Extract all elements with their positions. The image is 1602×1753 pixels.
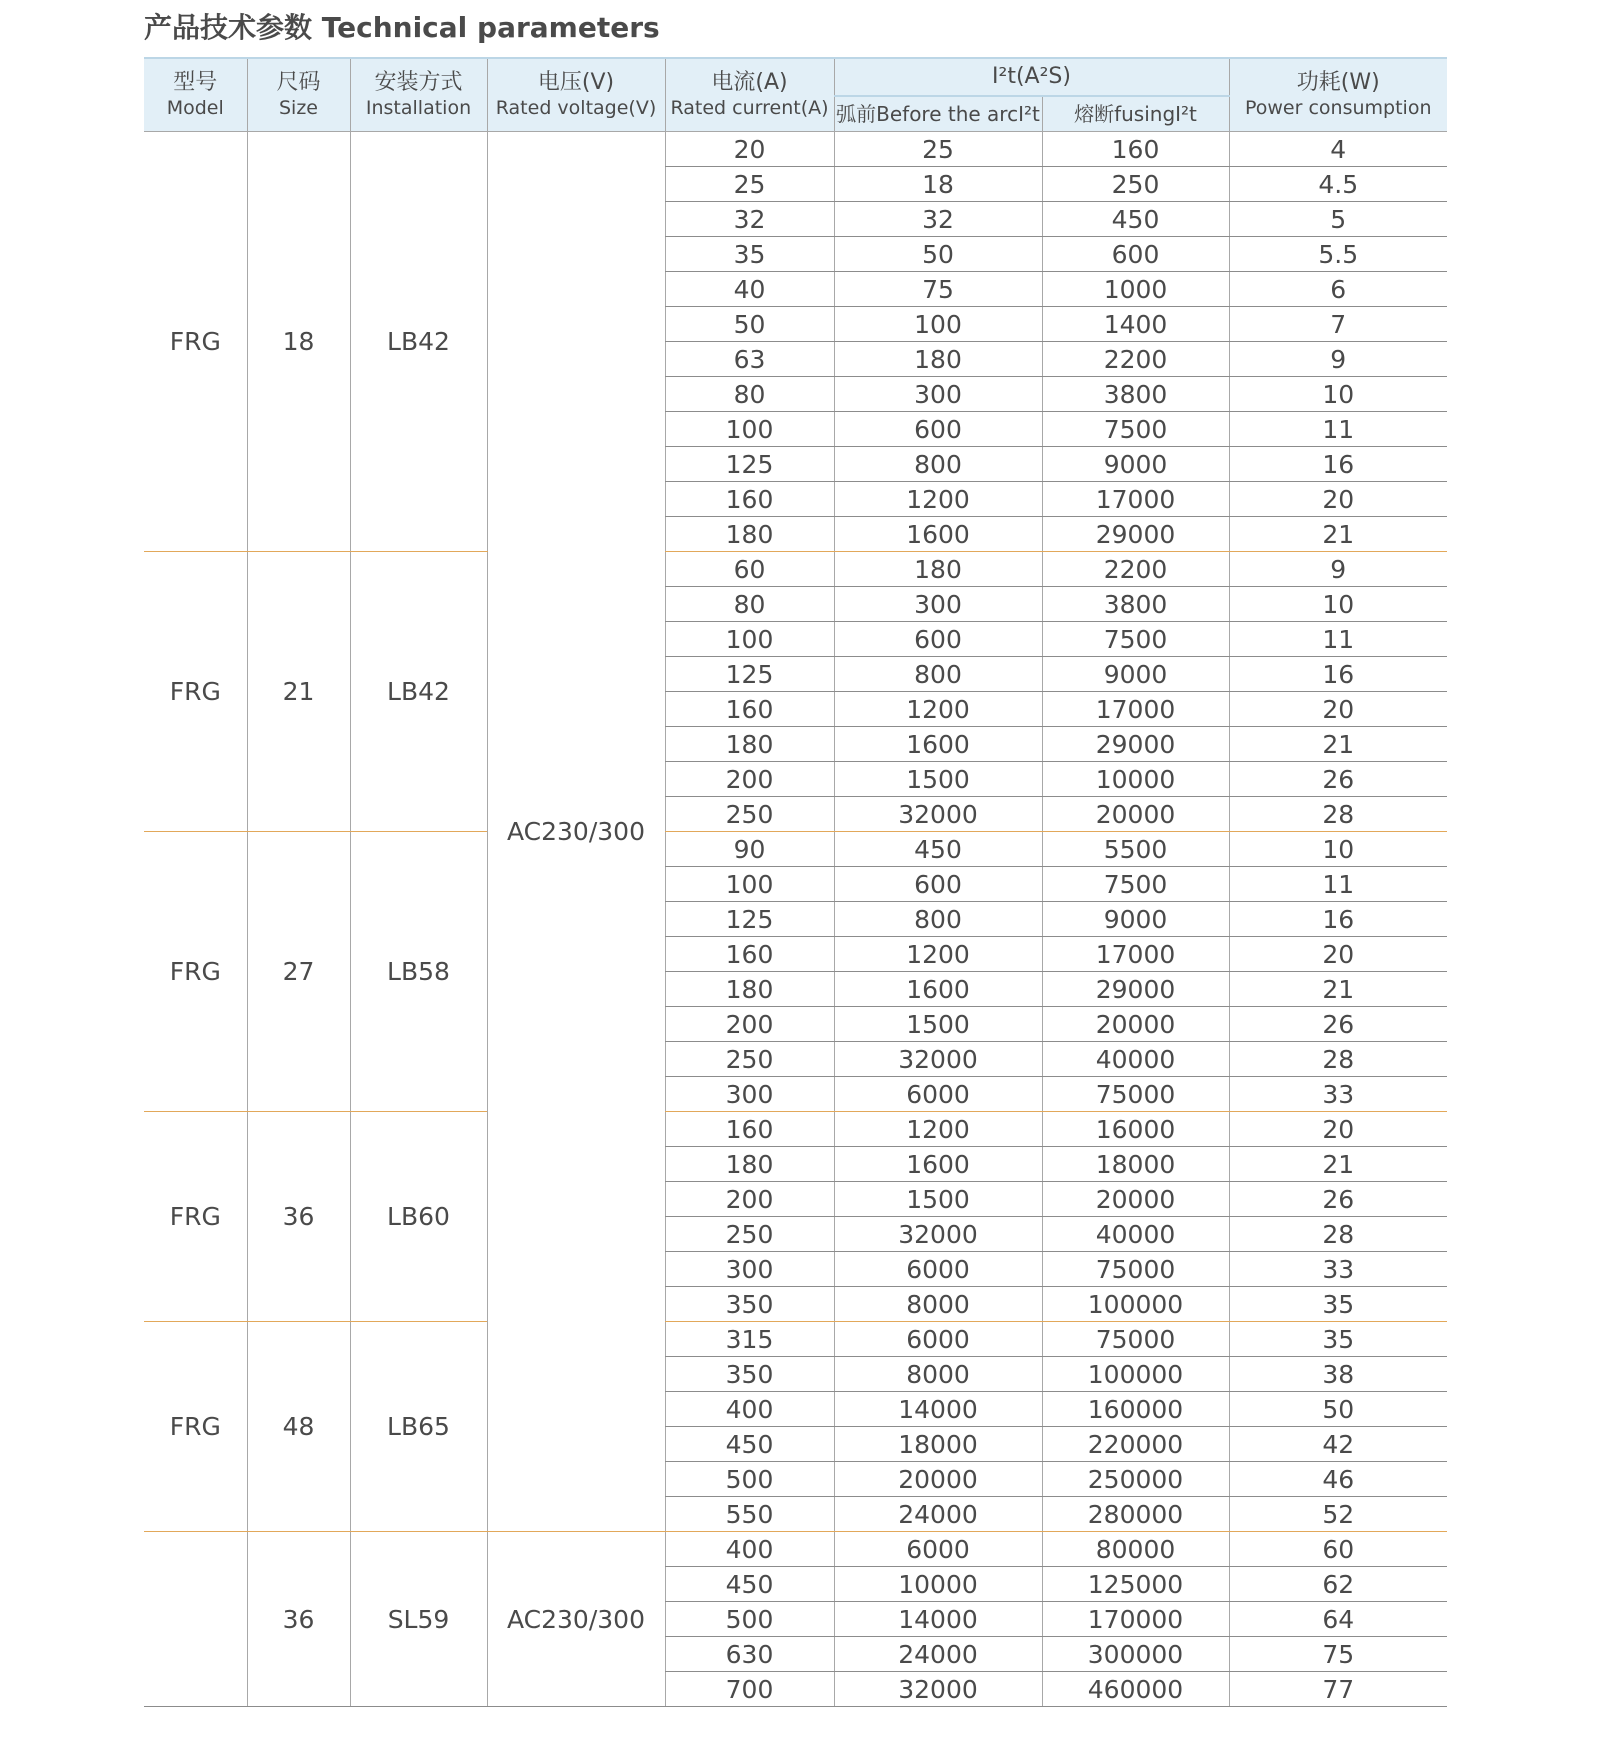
current-cell: 630: [665, 1637, 834, 1672]
model-cell: FRG: [144, 1112, 247, 1322]
prearc-cell: 1500: [834, 1182, 1042, 1217]
prearc-cell: 6000: [834, 1322, 1042, 1357]
power-cell: 4.5: [1229, 167, 1447, 202]
fusing-cell: 250: [1042, 167, 1229, 202]
current-cell: 100: [665, 412, 834, 447]
power-cell: 21: [1229, 517, 1447, 552]
fusing-cell: 9000: [1042, 902, 1229, 937]
page-title: 产品技术参数 Technical parameters: [144, 11, 660, 44]
fusing-cell: 1000: [1042, 272, 1229, 307]
power-cell: 26: [1229, 762, 1447, 797]
current-cell: 500: [665, 1602, 834, 1637]
prearc-cell: 600: [834, 412, 1042, 447]
power-cell: 5.5: [1229, 237, 1447, 272]
power-cell: 50: [1229, 1392, 1447, 1427]
power-cell: 77: [1229, 1672, 1447, 1707]
prearc-cell: 32000: [834, 1672, 1042, 1707]
current-cell: 350: [665, 1287, 834, 1322]
size-cell: 21: [247, 552, 350, 832]
prearc-cell: 450: [834, 832, 1042, 867]
size-cell: 18: [247, 132, 350, 552]
current-cell: 125: [665, 657, 834, 692]
fusing-cell: 2200: [1042, 342, 1229, 377]
prearc-cell: 24000: [834, 1497, 1042, 1532]
current-cell: 400: [665, 1532, 834, 1567]
table-row: [144, 1112, 1447, 1147]
power-cell: 7: [1229, 307, 1447, 342]
power-cell: 38: [1229, 1357, 1447, 1392]
current-cell: 100: [665, 622, 834, 657]
prearc-cell: 18000: [834, 1427, 1042, 1462]
prearc-cell: 10000: [834, 1567, 1042, 1602]
power-cell: 28: [1229, 1042, 1447, 1077]
power-cell: 35: [1229, 1322, 1447, 1357]
prearc-cell: 800: [834, 447, 1042, 482]
prearc-cell: 32000: [834, 1217, 1042, 1252]
fusing-cell: 2200: [1042, 552, 1229, 587]
power-cell: 5: [1229, 202, 1447, 237]
table-row: [144, 832, 1447, 867]
fusing-cell: 29000: [1042, 972, 1229, 1007]
current-cell: 100: [665, 867, 834, 902]
fusing-cell: 20000: [1042, 797, 1229, 832]
prearc-cell: 50: [834, 237, 1042, 272]
current-cell: 63: [665, 342, 834, 377]
power-cell: 42: [1229, 1427, 1447, 1462]
table-row: [144, 132, 1447, 167]
voltage-cell: AC230/300: [487, 1532, 665, 1707]
prearc-cell: 6000: [834, 1252, 1042, 1287]
current-cell: 250: [665, 797, 834, 832]
power-cell: 33: [1229, 1077, 1447, 1112]
fusing-cell: 17000: [1042, 937, 1229, 972]
current-cell: 300: [665, 1252, 834, 1287]
installation-cell: LB60: [350, 1112, 487, 1322]
header-current: 电流(A) Rated current(A): [665, 58, 834, 132]
fusing-cell: 20000: [1042, 1007, 1229, 1042]
table-row: [144, 1322, 1447, 1357]
power-cell: 16: [1229, 447, 1447, 482]
current-cell: 315: [665, 1322, 834, 1357]
current-cell: 400: [665, 1392, 834, 1427]
power-cell: 6: [1229, 272, 1447, 307]
voltage-cell: AC230/300: [487, 132, 665, 1532]
header-installation: 安装方式 Installation: [350, 58, 487, 132]
fusing-cell: 9000: [1042, 657, 1229, 692]
prearc-cell: 100: [834, 307, 1042, 342]
prearc-cell: 24000: [834, 1637, 1042, 1672]
installation-cell: LB65: [350, 1322, 487, 1532]
prearc-cell: 14000: [834, 1602, 1042, 1637]
size-cell: 36: [247, 1532, 350, 1707]
prearc-cell: 20000: [834, 1462, 1042, 1497]
current-cell: 180: [665, 1147, 834, 1182]
fusing-cell: 160000: [1042, 1392, 1229, 1427]
power-cell: 21: [1229, 972, 1447, 1007]
prearc-cell: 18: [834, 167, 1042, 202]
header-voltage: 电压(V) Rated voltage(V): [487, 58, 665, 132]
prearc-cell: 800: [834, 902, 1042, 937]
power-cell: 35: [1229, 1287, 1447, 1322]
table-body: [144, 132, 1447, 1707]
current-cell: 180: [665, 517, 834, 552]
model-cell: FRG: [144, 1322, 247, 1532]
fusing-cell: 100000: [1042, 1357, 1229, 1392]
fusing-cell: 3800: [1042, 587, 1229, 622]
fusing-cell: 17000: [1042, 692, 1229, 727]
model-cell: [144, 1532, 247, 1707]
prearc-cell: 600: [834, 622, 1042, 657]
header-power: 功耗(W) Power consumption: [1229, 58, 1447, 132]
prearc-cell: 32000: [834, 1042, 1042, 1077]
power-cell: 21: [1229, 727, 1447, 762]
power-cell: 10: [1229, 587, 1447, 622]
power-cell: 20: [1229, 937, 1447, 972]
prearc-cell: 1600: [834, 972, 1042, 1007]
header-model: 型号 Model: [144, 58, 247, 132]
fusing-cell: 16000: [1042, 1112, 1229, 1147]
current-cell: 20: [665, 132, 834, 167]
current-cell: 50: [665, 307, 834, 342]
prearc-cell: 180: [834, 342, 1042, 377]
current-cell: 300: [665, 1077, 834, 1112]
fusing-cell: 20000: [1042, 1182, 1229, 1217]
power-cell: 10: [1229, 377, 1447, 412]
current-cell: 250: [665, 1042, 834, 1077]
prearc-cell: 32: [834, 202, 1042, 237]
current-cell: 200: [665, 1182, 834, 1217]
current-cell: 160: [665, 937, 834, 972]
current-cell: 350: [665, 1357, 834, 1392]
fusing-cell: 75000: [1042, 1077, 1229, 1112]
power-cell: 60: [1229, 1532, 1447, 1567]
power-cell: 62: [1229, 1567, 1447, 1602]
fusing-cell: 220000: [1042, 1427, 1229, 1462]
header-size: 尺码 Size: [247, 58, 350, 132]
current-cell: 180: [665, 972, 834, 1007]
power-cell: 46: [1229, 1462, 1447, 1497]
header-row: [144, 58, 1447, 96]
fusing-cell: 125000: [1042, 1567, 1229, 1602]
fusing-cell: 40000: [1042, 1042, 1229, 1077]
technical-parameters-table: [144, 57, 1447, 1707]
current-cell: 40: [665, 272, 834, 307]
prearc-cell: 75: [834, 272, 1042, 307]
current-cell: 125: [665, 447, 834, 482]
power-cell: 26: [1229, 1182, 1447, 1217]
power-cell: 4: [1229, 132, 1447, 167]
power-cell: 75: [1229, 1637, 1447, 1672]
prearc-cell: 1200: [834, 692, 1042, 727]
current-cell: 200: [665, 1007, 834, 1042]
prearc-cell: 25: [834, 132, 1042, 167]
fusing-cell: 80000: [1042, 1532, 1229, 1567]
fusing-cell: 3800: [1042, 377, 1229, 412]
fusing-cell: 9000: [1042, 447, 1229, 482]
fusing-cell: 29000: [1042, 517, 1229, 552]
current-cell: 500: [665, 1462, 834, 1497]
current-cell: 700: [665, 1672, 834, 1707]
header-prearc: 弧前Before the arcI²t: [834, 96, 1042, 132]
power-cell: 20: [1229, 692, 1447, 727]
current-cell: 60: [665, 552, 834, 587]
fusing-cell: 7500: [1042, 622, 1229, 657]
fusing-cell: 29000: [1042, 727, 1229, 762]
prearc-cell: 8000: [834, 1357, 1042, 1392]
prearc-cell: 1200: [834, 1112, 1042, 1147]
fusing-cell: 7500: [1042, 412, 1229, 447]
current-cell: 80: [665, 377, 834, 412]
power-cell: 11: [1229, 622, 1447, 657]
current-cell: 160: [665, 482, 834, 517]
header-fusing: 熔断fusingI²t: [1042, 96, 1229, 132]
power-cell: 9: [1229, 342, 1447, 377]
installation-cell: LB58: [350, 832, 487, 1112]
fusing-cell: 1400: [1042, 307, 1229, 342]
installation-cell: SL59: [350, 1532, 487, 1707]
prearc-cell: 1500: [834, 1007, 1042, 1042]
current-cell: 160: [665, 1112, 834, 1147]
fusing-cell: 40000: [1042, 1217, 1229, 1252]
prearc-cell: 1200: [834, 937, 1042, 972]
current-cell: 35: [665, 237, 834, 272]
power-cell: 16: [1229, 902, 1447, 937]
power-cell: 16: [1229, 657, 1447, 692]
installation-cell: LB42: [350, 132, 487, 552]
size-cell: 48: [247, 1322, 350, 1532]
table-row: [144, 1532, 1447, 1567]
prearc-cell: 300: [834, 587, 1042, 622]
power-cell: 11: [1229, 867, 1447, 902]
current-cell: 80: [665, 587, 834, 622]
prearc-cell: 1600: [834, 517, 1042, 552]
prearc-cell: 180: [834, 552, 1042, 587]
current-cell: 450: [665, 1567, 834, 1602]
prearc-cell: 600: [834, 867, 1042, 902]
prearc-cell: 1600: [834, 1147, 1042, 1182]
power-cell: 9: [1229, 552, 1447, 587]
current-cell: 550: [665, 1497, 834, 1532]
fusing-cell: 75000: [1042, 1252, 1229, 1287]
fusing-cell: 170000: [1042, 1602, 1229, 1637]
fusing-cell: 600: [1042, 237, 1229, 272]
prearc-cell: 14000: [834, 1392, 1042, 1427]
table-row: [144, 552, 1447, 587]
current-cell: 250: [665, 1217, 834, 1252]
fusing-cell: 160: [1042, 132, 1229, 167]
power-cell: 33: [1229, 1252, 1447, 1287]
current-cell: 200: [665, 762, 834, 797]
prearc-cell: 32000: [834, 797, 1042, 832]
model-cell: FRG: [144, 132, 247, 552]
current-cell: 32: [665, 202, 834, 237]
current-cell: 25: [665, 167, 834, 202]
fusing-cell: 250000: [1042, 1462, 1229, 1497]
header-i2t: I²t(A²S): [834, 58, 1229, 96]
prearc-cell: 1500: [834, 762, 1042, 797]
fusing-cell: 300000: [1042, 1637, 1229, 1672]
fusing-cell: 280000: [1042, 1497, 1229, 1532]
fusing-cell: 10000: [1042, 762, 1229, 797]
prearc-cell: 6000: [834, 1077, 1042, 1112]
fusing-cell: 100000: [1042, 1287, 1229, 1322]
fusing-cell: 460000: [1042, 1672, 1229, 1707]
size-cell: 27: [247, 832, 350, 1112]
fusing-cell: 18000: [1042, 1147, 1229, 1182]
prearc-cell: 800: [834, 657, 1042, 692]
prearc-cell: 1200: [834, 482, 1042, 517]
installation-cell: LB42: [350, 552, 487, 832]
power-cell: 26: [1229, 1007, 1447, 1042]
current-cell: 180: [665, 727, 834, 762]
power-cell: 21: [1229, 1147, 1447, 1182]
power-cell: 64: [1229, 1602, 1447, 1637]
model-cell: FRG: [144, 832, 247, 1112]
fusing-cell: 5500: [1042, 832, 1229, 867]
current-cell: 90: [665, 832, 834, 867]
size-cell: 36: [247, 1112, 350, 1322]
current-cell: 160: [665, 692, 834, 727]
prearc-cell: 6000: [834, 1532, 1042, 1567]
power-cell: 11: [1229, 412, 1447, 447]
power-cell: 10: [1229, 832, 1447, 867]
current-cell: 450: [665, 1427, 834, 1462]
model-cell: FRG: [144, 552, 247, 832]
power-cell: 28: [1229, 797, 1447, 832]
prearc-cell: 300: [834, 377, 1042, 412]
current-cell: 125: [665, 902, 834, 937]
fusing-cell: 17000: [1042, 482, 1229, 517]
power-cell: 20: [1229, 1112, 1447, 1147]
fusing-cell: 75000: [1042, 1322, 1229, 1357]
power-cell: 52: [1229, 1497, 1447, 1532]
prearc-cell: 1600: [834, 727, 1042, 762]
power-cell: 28: [1229, 1217, 1447, 1252]
fusing-cell: 7500: [1042, 867, 1229, 902]
prearc-cell: 8000: [834, 1287, 1042, 1322]
power-cell: 20: [1229, 482, 1447, 517]
fusing-cell: 450: [1042, 202, 1229, 237]
